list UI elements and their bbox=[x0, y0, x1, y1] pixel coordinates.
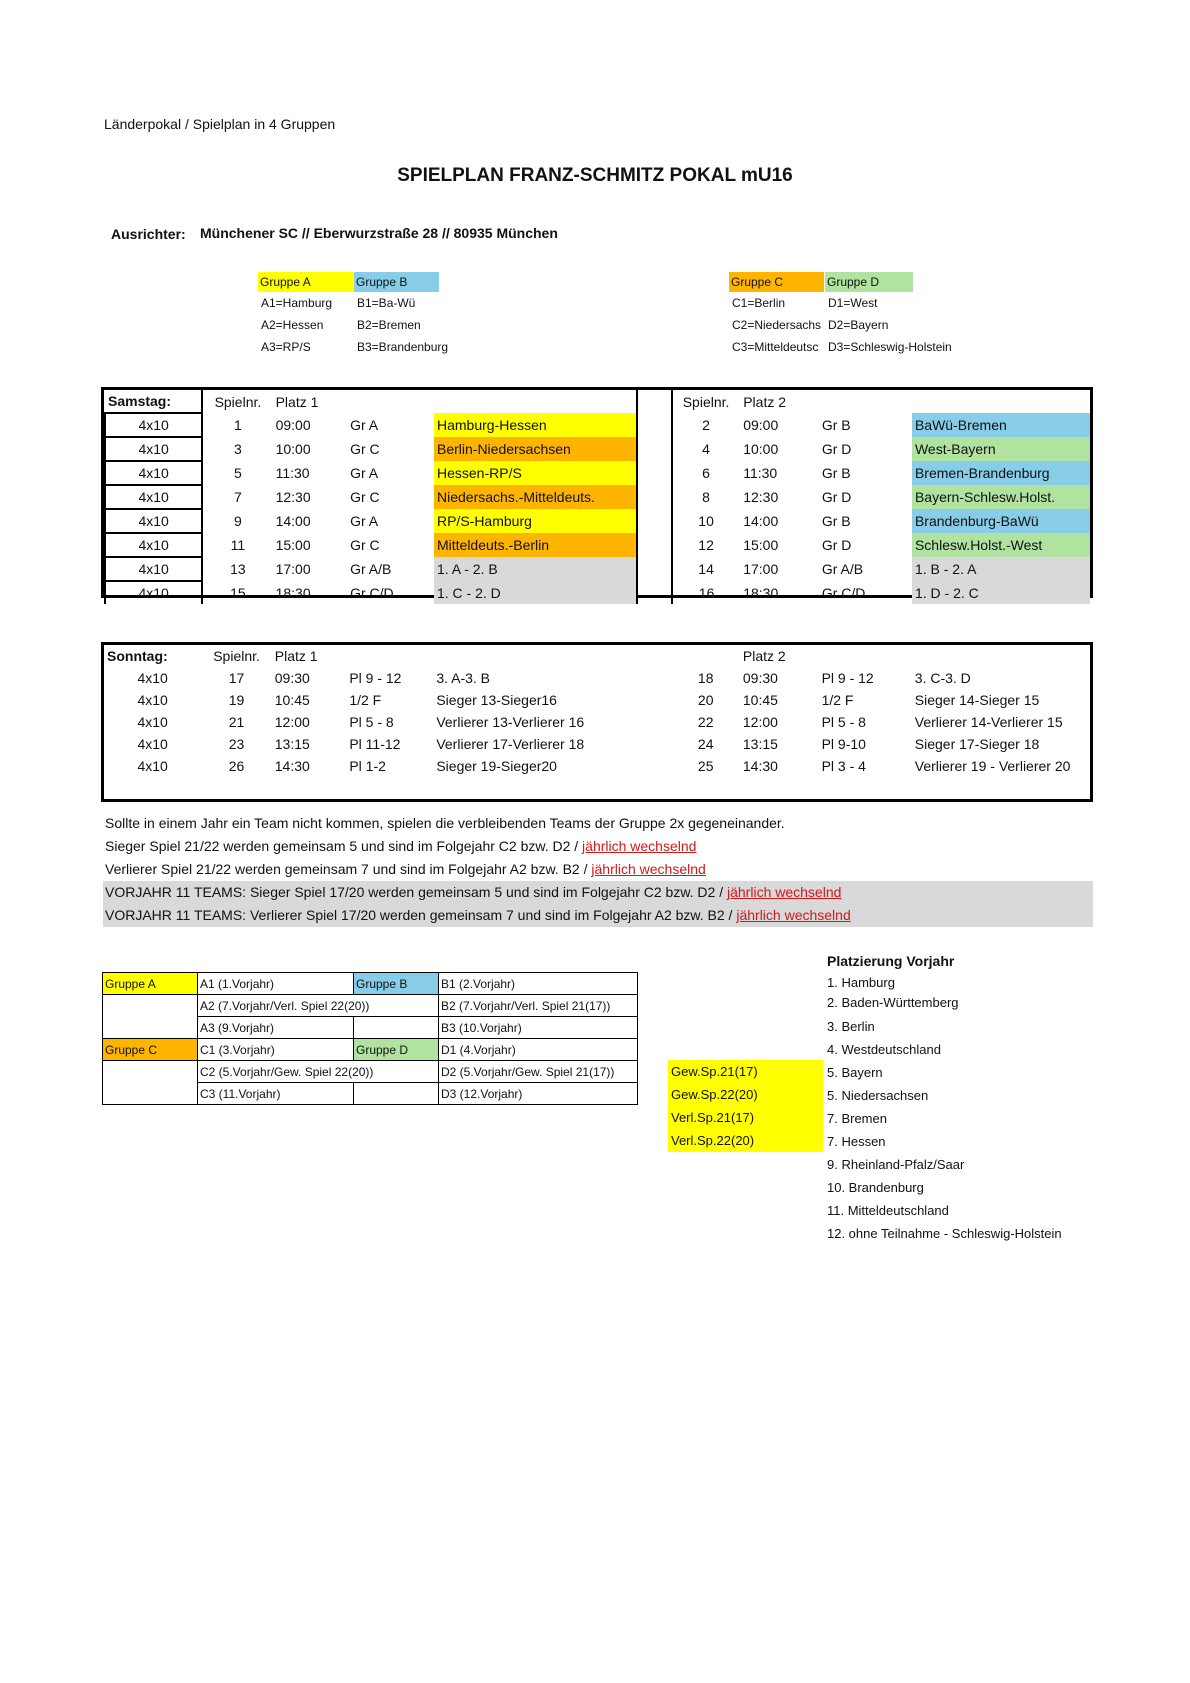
placement-item: 1. Hamburg bbox=[827, 975, 895, 990]
game-group: Gr B bbox=[821, 417, 851, 433]
placement-item: 9. Rheinland-Pfalz/Saar bbox=[827, 1157, 965, 1172]
game-time: 17:00 bbox=[275, 561, 311, 577]
game-format: 4x10 bbox=[105, 437, 202, 461]
game-matchup: 1. A - 2. B bbox=[434, 557, 637, 581]
sunday-game-row bbox=[104, 755, 1090, 777]
group-legend-c bbox=[729, 272, 824, 358]
game-number: 19 bbox=[228, 692, 245, 708]
sunday-header-row bbox=[104, 645, 1090, 667]
assign-b1: B1 (2.Vorjahr) bbox=[439, 973, 638, 995]
game-matchup: BaWü-Bremen bbox=[912, 413, 1090, 437]
group-a-team: A1=Hamburg bbox=[261, 296, 333, 310]
saturday-game-row bbox=[105, 461, 1090, 485]
game-group: Pl 3 - 4 bbox=[821, 758, 866, 774]
sunday-game-row bbox=[104, 667, 1090, 689]
spielnr-header: Spielnr. bbox=[682, 393, 730, 410]
game-group: 1/2 F bbox=[821, 692, 854, 708]
assign-b2: B2 (7.Vorjahr/Verl. Spiel 21(17)) bbox=[439, 995, 638, 1017]
game-matchup: Verlierer 19 - Verlierer 20 bbox=[914, 758, 1071, 774]
game-number: 17 bbox=[228, 670, 245, 686]
game-group: Pl 9-10 bbox=[821, 736, 866, 752]
placement-item: 4. Westdeutschland bbox=[827, 1042, 941, 1057]
game-number: 22 bbox=[697, 714, 714, 730]
topline: Länderpokal / Spielplan in 4 Gruppen bbox=[104, 116, 336, 132]
note-line bbox=[103, 858, 1093, 881]
group-d-team: D2=Bayern bbox=[828, 318, 889, 332]
note-link: jährlich wechselnd bbox=[582, 838, 697, 854]
placement-item: 5. Niedersachsen bbox=[827, 1088, 929, 1103]
group-b-team: B2=Bremen bbox=[357, 318, 421, 332]
game-number: 8 bbox=[702, 489, 710, 505]
game-time: 12:30 bbox=[275, 489, 311, 505]
game-format: 4x10 bbox=[105, 413, 202, 437]
assignment-table bbox=[102, 972, 638, 1105]
game-number: 11 bbox=[230, 537, 246, 553]
game-format: 4x10 bbox=[137, 670, 168, 686]
placement-title: Platzierung Vorjahr bbox=[827, 953, 955, 969]
game-time: 18:30 bbox=[275, 584, 311, 601]
game-number: 4 bbox=[702, 441, 710, 457]
game-time: 10:00 bbox=[743, 441, 779, 457]
spielnr-header: Spielnr. bbox=[214, 393, 262, 410]
game-number: 21 bbox=[228, 714, 245, 730]
saturday-game-row bbox=[105, 581, 1090, 604]
game-matchup: Hamburg-Hessen bbox=[434, 413, 637, 437]
game-matchup: Sieger 19-Sieger20 bbox=[436, 758, 557, 774]
assign-d2: D2 (5.Vorjahr/Gew. Spiel 21(17)) bbox=[439, 1061, 638, 1083]
saturday-game-row bbox=[105, 485, 1090, 509]
group-d-team: D1=West bbox=[828, 296, 878, 310]
game-group: Gr A bbox=[350, 513, 379, 529]
game-group: Gr A/B bbox=[821, 561, 864, 577]
group-b-label: Gruppe B bbox=[354, 272, 439, 292]
game-format: 4x10 bbox=[105, 533, 202, 557]
game-matchup: West-Bayern bbox=[912, 437, 1090, 461]
sunday-game-row bbox=[104, 689, 1090, 711]
game-time: 09:30 bbox=[742, 670, 778, 686]
marker: Gew.Sp.22(20) bbox=[668, 1083, 823, 1106]
sunday-schedule bbox=[101, 642, 1093, 802]
game-matchup: Bayern-Schlesw.Holst. bbox=[912, 485, 1090, 509]
game-group: Pl 9 - 12 bbox=[821, 670, 874, 686]
game-group: Gr D bbox=[821, 537, 852, 553]
game-group: Gr C bbox=[350, 537, 380, 553]
saturday-game-row bbox=[105, 557, 1090, 581]
note-text: VORJAHR 11 TEAMS: Sieger Spiel 17/20 werden gemeinsam 5 und sind im Folgejahr C2 bzw. D2 / bbox=[105, 884, 727, 900]
group-c-label: Gruppe C bbox=[729, 272, 824, 292]
game-time: 10:00 bbox=[275, 441, 311, 457]
game-time: 09:30 bbox=[274, 670, 310, 686]
placement-item: 7. Bremen bbox=[827, 1111, 887, 1126]
assign-a1: A1 (1.Vorjahr) bbox=[198, 973, 354, 995]
game-time: 11:30 bbox=[275, 465, 310, 481]
game-format: 4x10 bbox=[137, 736, 168, 752]
game-matchup: Hessen-RP/S bbox=[434, 461, 637, 485]
organizer-label: Ausrichter: bbox=[111, 226, 186, 242]
game-group: Gr A/B bbox=[350, 561, 392, 577]
game-matchup: 3. A-3. B bbox=[436, 670, 491, 686]
game-time: 13:15 bbox=[274, 736, 310, 752]
marker: Verl.Sp.21(17) bbox=[668, 1106, 823, 1129]
platz2-header: Platz 2 bbox=[742, 648, 786, 664]
game-group: Gr C bbox=[350, 489, 380, 505]
game-number: 3 bbox=[234, 441, 242, 457]
game-number: 5 bbox=[234, 465, 242, 481]
game-group: Gr A bbox=[350, 465, 379, 481]
sunday-game-row bbox=[104, 733, 1090, 755]
page-title: SPIELPLAN FRANZ-SCHMITZ POKAL mU16 bbox=[397, 165, 793, 186]
group-c-team: C2=Niedersachs bbox=[732, 318, 822, 332]
game-group: Pl 5 - 8 bbox=[821, 714, 866, 730]
game-time: 14:00 bbox=[743, 513, 779, 529]
game-number: 13 bbox=[230, 561, 246, 577]
group-legend-a bbox=[258, 272, 353, 358]
game-time: 11:30 bbox=[743, 465, 778, 481]
game-time: 18:30 bbox=[743, 584, 779, 601]
game-time: 09:00 bbox=[275, 417, 311, 433]
marker: Gew.Sp.21(17) bbox=[668, 1060, 823, 1083]
assign-d3: D3 (12.Vorjahr) bbox=[439, 1083, 638, 1105]
saturday-game-row bbox=[105, 437, 1090, 461]
note-text: Sieger Spiel 21/22 werden gemeinsam 5 und sind im Folgejahr C2 bzw. D2 / bbox=[105, 838, 583, 854]
saturday-game-row bbox=[105, 533, 1090, 557]
game-time: 09:00 bbox=[743, 417, 779, 433]
game-time: 12:00 bbox=[274, 714, 310, 730]
note-text: Verlierer Spiel 21/22 werden gemeinsam 7 und sind im Folgejahr A2 bzw. B2 / bbox=[105, 861, 592, 877]
game-number: 9 bbox=[234, 513, 242, 529]
assign-group-a: Gruppe A bbox=[103, 973, 198, 995]
game-number: 7 bbox=[234, 489, 242, 505]
game-format: 4x10 bbox=[137, 692, 168, 708]
game-number: 2 bbox=[702, 417, 710, 433]
platz1-header: Platz 1 bbox=[274, 648, 318, 664]
game-group: Pl 5 - 8 bbox=[349, 714, 394, 730]
game-format: 4x10 bbox=[137, 758, 168, 774]
game-format: 4x10 bbox=[105, 557, 202, 581]
platz1-header: Platz 1 bbox=[275, 393, 319, 410]
placement-item: 5. Bayern bbox=[827, 1065, 883, 1080]
game-time: 15:00 bbox=[743, 537, 779, 553]
game-format: 4x10 bbox=[105, 461, 202, 485]
game-matchup: Niedersachs.-Mitteldeuts. bbox=[434, 485, 637, 509]
organizer-value: Münchener SC // Eberwurzstraße 28 // 80935 München bbox=[200, 225, 558, 241]
game-number: 10 bbox=[698, 513, 714, 529]
group-legend-b bbox=[354, 272, 448, 358]
game-time: 10:45 bbox=[274, 692, 310, 708]
game-matchup: Sieger 14-Sieger 15 bbox=[914, 692, 1040, 708]
game-matchup: Bremen-Brandenburg bbox=[912, 461, 1090, 485]
assign-group-b: Gruppe B bbox=[354, 973, 439, 995]
group-a-label: Gruppe A bbox=[258, 272, 353, 292]
game-number: 24 bbox=[697, 736, 714, 752]
placement-item: 3. Berlin bbox=[827, 1019, 875, 1034]
game-number: 15 bbox=[230, 584, 246, 601]
game-format: 4x10 bbox=[137, 714, 168, 730]
note-link: jährlich wechselnd bbox=[727, 884, 842, 900]
game-group: Gr C bbox=[350, 441, 380, 457]
game-matchup: Brandenburg-BaWü bbox=[912, 509, 1090, 533]
sunday-game-row bbox=[104, 711, 1090, 733]
game-time: 14:30 bbox=[742, 758, 778, 774]
game-matchup: 3. C-3. D bbox=[914, 670, 971, 686]
note-link: jährlich wechselnd bbox=[736, 907, 851, 923]
game-matchup: Mitteldeuts.-Berlin bbox=[434, 533, 637, 557]
game-matchup: Berlin-Niedersachsen bbox=[434, 437, 637, 461]
game-matchup: RP/S-Hamburg bbox=[434, 509, 637, 533]
assign-c3: C3 (11.Vorjahr) bbox=[198, 1083, 354, 1105]
game-number: 12 bbox=[698, 537, 714, 553]
game-matchup: Verlierer 17-Verlierer 18 bbox=[436, 736, 585, 752]
game-time: 10:45 bbox=[742, 692, 778, 708]
saturday-game-row bbox=[105, 509, 1090, 533]
assign-group-d: Gruppe D bbox=[354, 1039, 439, 1061]
group-a-team: A2=Hessen bbox=[261, 318, 324, 332]
game-number: 18 bbox=[697, 670, 714, 686]
game-matchup: Sieger 17-Sieger 18 bbox=[914, 736, 1040, 752]
game-number: 23 bbox=[228, 736, 245, 752]
game-matchup: 1. D - 2. C bbox=[912, 581, 1090, 604]
saturday-schedule bbox=[101, 387, 1093, 601]
marker: Verl.Sp.22(20) bbox=[668, 1129, 823, 1152]
group-d-label: Gruppe D bbox=[825, 272, 913, 292]
game-time: 15:00 bbox=[275, 537, 311, 553]
game-group: 1/2 F bbox=[349, 692, 382, 708]
group-b-team: B3=Brandenburg bbox=[357, 340, 449, 354]
saturday-table bbox=[104, 390, 1090, 604]
game-matchup: 1. B - 2. A bbox=[912, 557, 1090, 581]
placement-item: 7. Hessen bbox=[827, 1134, 886, 1149]
day-label: Samstag: bbox=[105, 390, 202, 413]
game-number: 14 bbox=[698, 561, 714, 577]
game-group: Pl 9 - 12 bbox=[349, 670, 402, 686]
game-time: 14:30 bbox=[274, 758, 310, 774]
game-group: Gr B bbox=[821, 513, 851, 529]
assign-c1: C1 (3.Vorjahr) bbox=[198, 1039, 354, 1061]
group-c-team: C3=Mitteldeutsc bbox=[732, 340, 819, 354]
spielnr-header: Spielnr. bbox=[213, 648, 260, 664]
game-number: 26 bbox=[228, 758, 245, 774]
note-text: VORJAHR 11 TEAMS: Verlierer Spiel 17/20 werden gemeinsam 7 und sind im Folgejahr A2 bzw. B2 / bbox=[105, 907, 737, 923]
assign-a2: A2 (7.Vorjahr/Verl. Spiel 22(20)) bbox=[198, 995, 439, 1017]
placement-item: 10. Brandenburg bbox=[827, 1180, 924, 1195]
game-matchup: Verlierer 13-Verlierer 16 bbox=[436, 714, 585, 730]
saturday-header-row bbox=[105, 390, 1090, 413]
game-time: 17:00 bbox=[743, 561, 779, 577]
game-time: 14:00 bbox=[275, 513, 311, 529]
game-time: 12:00 bbox=[742, 714, 778, 730]
placement-item: 12. ohne Teilnahme - Schleswig-Holstein bbox=[827, 1226, 1062, 1241]
day-label: Sonntag: bbox=[107, 648, 168, 664]
placement-item: 2. Baden-Württemberg bbox=[827, 995, 959, 1010]
game-number: 25 bbox=[697, 758, 714, 774]
game-time: 12:30 bbox=[743, 489, 779, 505]
game-matchup: Sieger 13-Sieger16 bbox=[436, 692, 557, 708]
game-time: 13:15 bbox=[742, 736, 778, 752]
saturday-game-row bbox=[105, 413, 1090, 437]
note-line bbox=[103, 812, 1093, 835]
assign-group-c: Gruppe C bbox=[103, 1039, 198, 1061]
placement-list bbox=[827, 971, 1062, 1245]
notes bbox=[103, 812, 1093, 927]
game-group: Gr D bbox=[821, 489, 852, 505]
sunday-table bbox=[104, 645, 1090, 777]
note-line bbox=[103, 835, 1093, 858]
winner-loser-markers bbox=[668, 1060, 823, 1152]
group-b-team: B1=Ba-Wü bbox=[357, 296, 416, 310]
assign-b3: B3 (10.Vorjahr) bbox=[439, 1017, 638, 1039]
group-c-team: C1=Berlin bbox=[732, 296, 786, 310]
note-text: Sollte in einem Jahr ein Team nicht kommen, spielen die verbleibenden Teams der Gruppe 2x gegeneinander. bbox=[105, 815, 785, 831]
game-group: Pl 1-2 bbox=[349, 758, 386, 774]
note-link: jährlich wechselnd bbox=[591, 861, 706, 877]
game-matchup: Schlesw.Holst.-West bbox=[912, 533, 1090, 557]
platz2-header: Platz 2 bbox=[743, 393, 787, 410]
game-number: 16 bbox=[698, 584, 715, 601]
game-group: Gr C/D bbox=[821, 584, 866, 601]
game-number: 6 bbox=[702, 465, 710, 481]
group-legend-d bbox=[825, 272, 952, 358]
game-group: Pl 11-12 bbox=[349, 736, 401, 752]
game-group: Gr A bbox=[350, 417, 379, 433]
assign-d1: D1 (4.Vorjahr) bbox=[439, 1039, 638, 1061]
game-group: Gr D bbox=[821, 441, 852, 457]
game-number: 1 bbox=[234, 417, 242, 433]
game-matchup: Verlierer 14-Verlierer 15 bbox=[914, 714, 1063, 730]
group-a-team: A3=RP/S bbox=[261, 340, 311, 354]
game-format: 4x10 bbox=[105, 509, 202, 533]
note-line bbox=[103, 881, 1093, 904]
game-matchup: 1. C - 2. D bbox=[434, 581, 637, 604]
game-format: 4x10 bbox=[105, 485, 202, 509]
game-format: 4x10 bbox=[105, 581, 202, 604]
note-line bbox=[103, 904, 1093, 927]
game-group: Gr B bbox=[821, 465, 851, 481]
game-group: Gr C/D bbox=[350, 584, 394, 601]
assign-a3: A3 (9.Vorjahr) bbox=[198, 1017, 354, 1039]
placement-item: 11. Mitteldeutschland bbox=[827, 1203, 949, 1218]
group-d-team: D3=Schleswig-Holstein bbox=[828, 340, 952, 354]
game-number: 20 bbox=[697, 692, 714, 708]
assign-c2: C2 (5.Vorjahr/Gew. Spiel 22(20)) bbox=[198, 1061, 439, 1083]
